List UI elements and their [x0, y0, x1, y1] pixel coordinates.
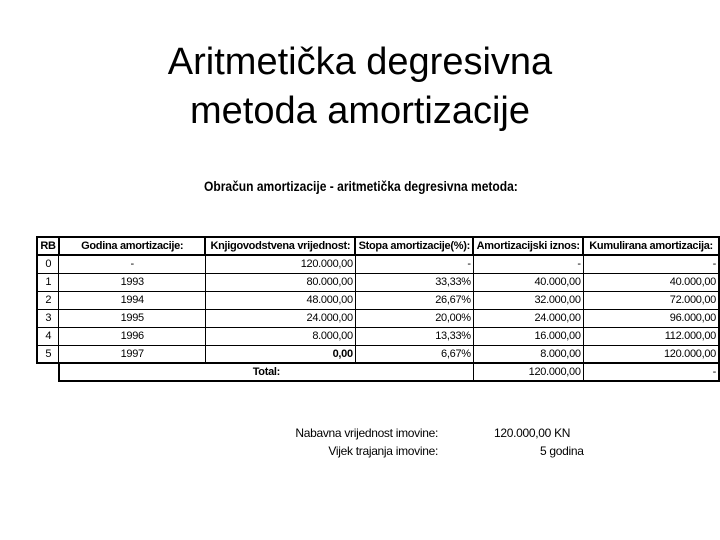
purchase-value: 120.000,00 KN: [494, 426, 571, 440]
total-spacer: [37, 363, 59, 381]
lifetime-label: Vijek trajanja imovine:: [328, 444, 438, 458]
slide-title-line-2: metoda amortizacije: [189, 90, 531, 132]
cell-rate: 6,67%: [355, 345, 473, 363]
table-heading: Obračun amortizacije - aritmetička degresivna metoda:: [204, 178, 518, 194]
cell-rate: 33,33%: [355, 273, 473, 291]
col-header-book-value: Knjigovodstvena vrijednost:: [205, 237, 355, 255]
cell-cumulative: 112.000,00: [583, 327, 719, 345]
cell-year: 1996: [59, 327, 205, 345]
table-row: [37, 291, 719, 309]
cell-amount: -: [473, 255, 583, 273]
total-label: Total:: [59, 363, 473, 381]
cell-rate: 20,00%: [355, 309, 473, 327]
cell-rb: 3: [37, 309, 59, 327]
summary-values: [494, 424, 584, 460]
cell-book-value: 0,00: [205, 345, 355, 363]
table-row: [37, 345, 719, 363]
table-header-row: [37, 237, 719, 255]
cell-amount: 24.000,00: [473, 309, 583, 327]
cell-book-value: 24.000,00: [205, 309, 355, 327]
cell-rate: -: [355, 255, 473, 273]
total-cumulative: -: [583, 363, 719, 381]
cell-rb: 4: [37, 327, 59, 345]
cell-cumulative: 96.000,00: [583, 309, 719, 327]
cell-rate: 26,67%: [355, 291, 473, 309]
table-row: [37, 273, 719, 291]
table-row: [37, 327, 719, 345]
cell-rb: 2: [37, 291, 59, 309]
cell-amount: 40.000,00: [473, 273, 583, 291]
cell-cumulative: 40.000,00: [583, 273, 719, 291]
purchase-value-label: Nabavna vrijednost imovine:: [295, 426, 438, 440]
cell-cumulative: 72.000,00: [583, 291, 719, 309]
cell-amount: 8.000,00: [473, 345, 583, 363]
cell-amount: 16.000,00: [473, 327, 583, 345]
table-row: [37, 255, 719, 273]
cell-book-value: 8.000,00: [205, 327, 355, 345]
col-header-rate: Stopa amortizacije(%):: [355, 237, 473, 255]
amortization-table: [36, 236, 720, 382]
cell-book-value: 80.000,00: [205, 273, 355, 291]
cell-rb: 1: [37, 273, 59, 291]
col-header-rb: RB: [37, 237, 59, 255]
col-header-amount: Amortizacijski iznos:: [473, 237, 583, 255]
cell-cumulative: 120.000,00: [583, 345, 719, 363]
cell-year: -: [59, 255, 205, 273]
cell-book-value: 120.000,00: [205, 255, 355, 273]
cell-year: 1995: [59, 309, 205, 327]
slide-title-line-1: Aritmetička degresivna: [167, 41, 553, 83]
cell-year: 1993: [59, 273, 205, 291]
summary-labels: [250, 424, 438, 460]
cell-year: 1994: [59, 291, 205, 309]
lifetime-value: 5 godina: [540, 444, 584, 458]
cell-book-value: 48.000,00: [205, 291, 355, 309]
cell-rb: 5: [37, 345, 59, 363]
cell-rb: 0: [37, 255, 59, 273]
table-row: [37, 309, 719, 327]
cell-rate: 13,33%: [355, 327, 473, 345]
cell-year: 1997: [59, 345, 205, 363]
cell-cumulative: -: [583, 255, 719, 273]
col-header-cumulative: Kumulirana amortizacija:: [583, 237, 719, 255]
total-row: [37, 363, 719, 381]
cell-amount: 32.000,00: [473, 291, 583, 309]
slide-title: [0, 38, 720, 136]
total-amortization: 120.000,00: [473, 363, 583, 381]
col-header-year: Godina amortizacije:: [59, 237, 205, 255]
